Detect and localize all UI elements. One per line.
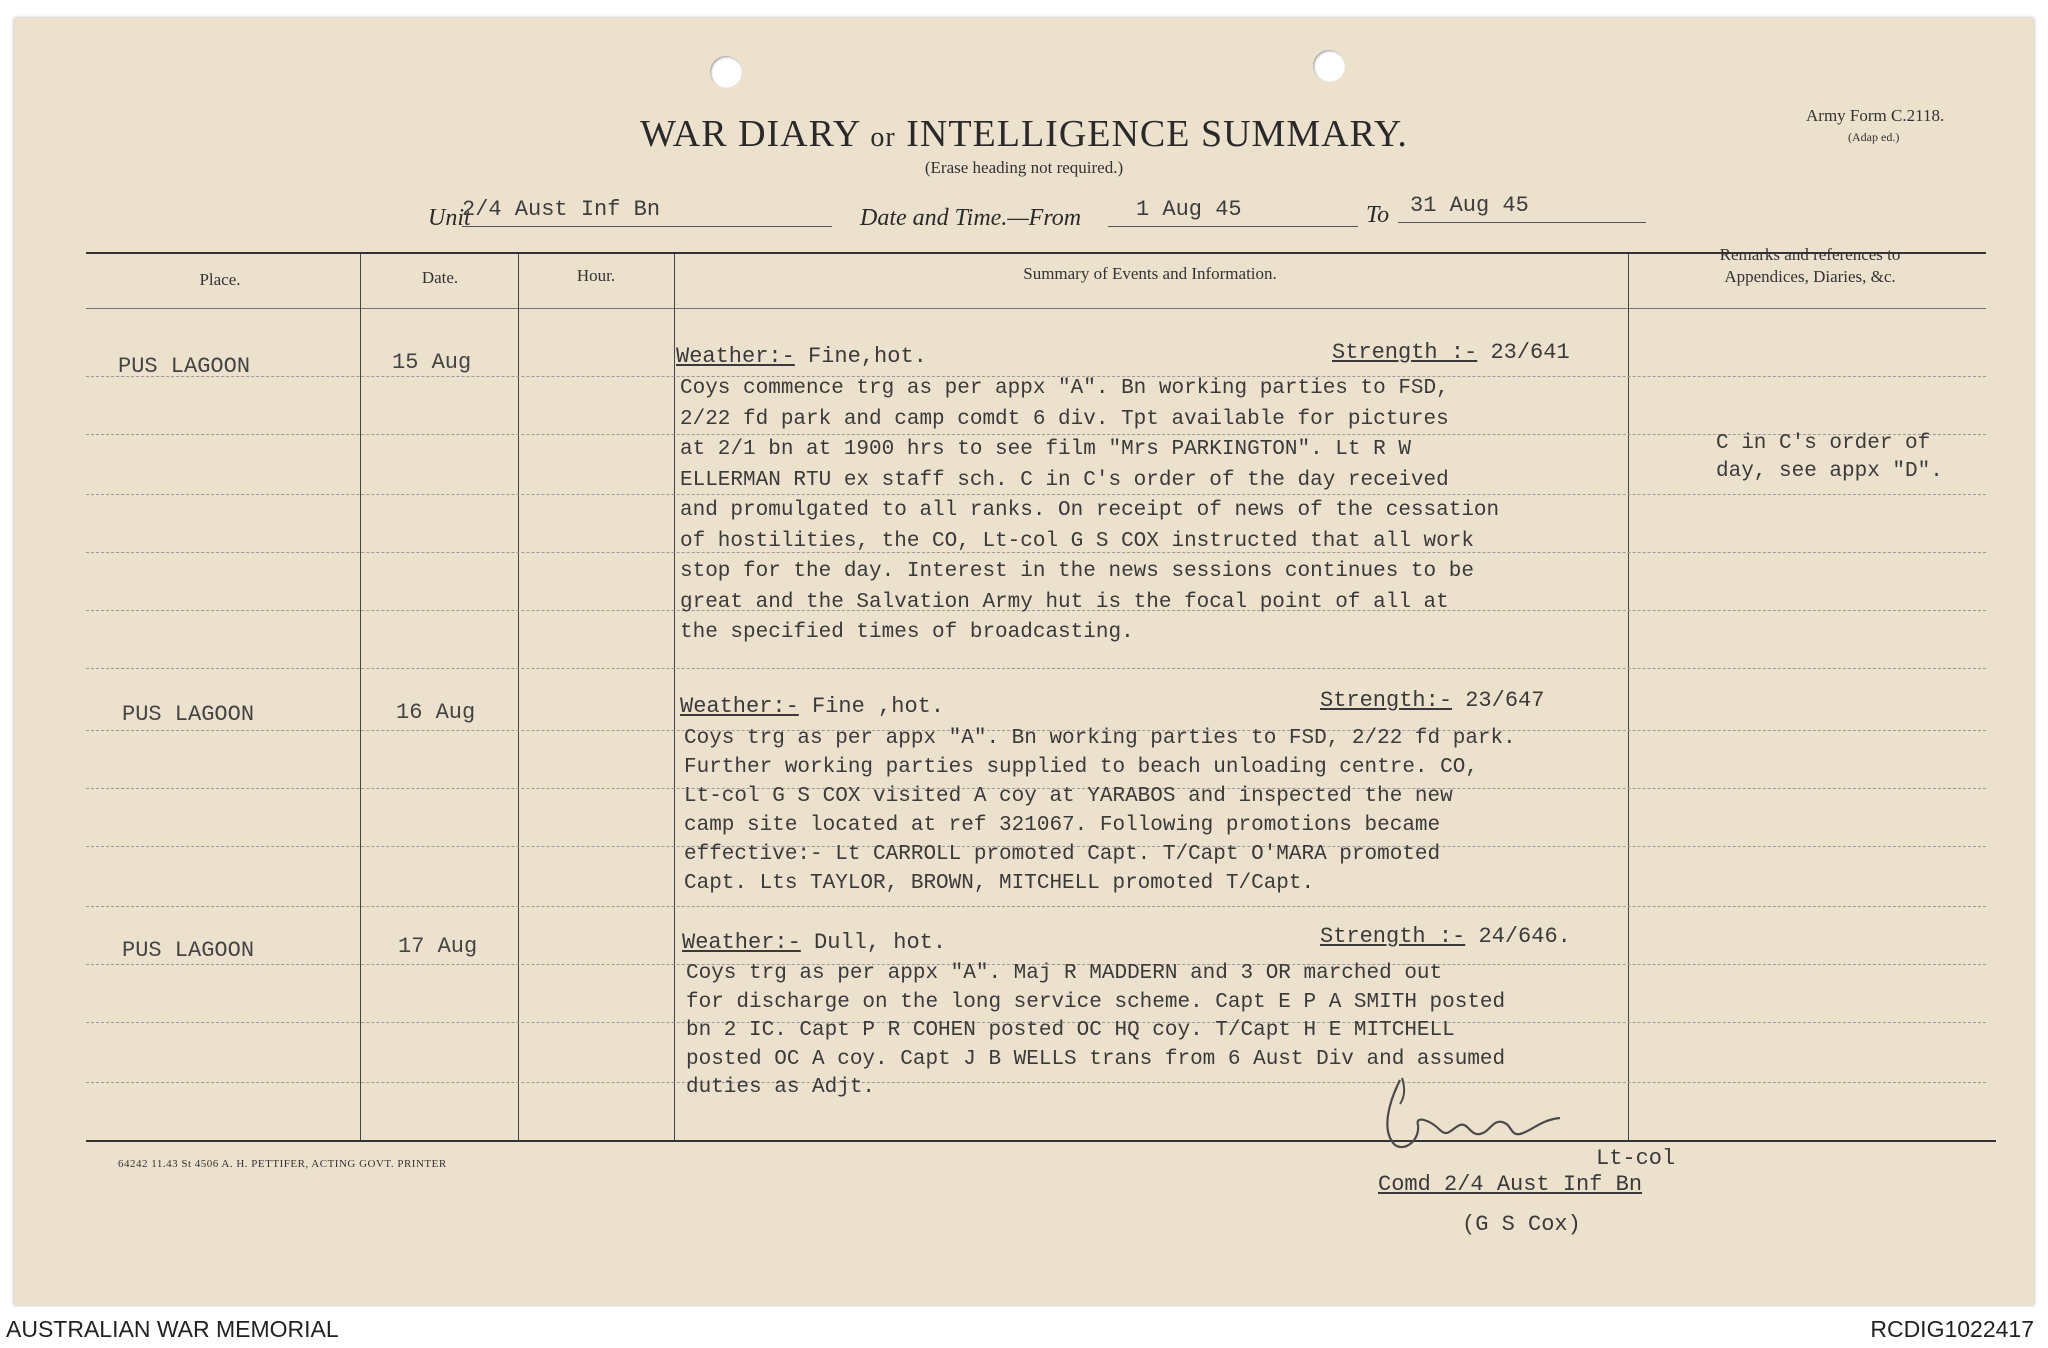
entry-weather [682,930,946,955]
entry-place: PUS LAGOON [122,938,255,963]
date-time-label: Date and Time.—From [860,205,1082,231]
column-header-hour: Hour. [576,266,616,285]
unit-label: Unit [428,205,471,231]
column-divider-date [518,254,519,1140]
unit-underline [462,226,832,227]
strength-value: 23/647 [1465,688,1545,713]
entry-strength [1332,340,1570,365]
entry-date: 17 Aug [398,934,478,959]
handwritten-signature [1360,1070,1600,1160]
entry-remarks: C in C's order of day, see appx "D". [1716,432,1943,483]
entry-summary: Coys trg as per appx "A". Maj R MADDERN and 3 OR marched out for discharge on the long service scheme. Capt E P A SMITH posted bn 2 IC. Capt P R COHEN posted OC HQ coy. T/Capt H E MITCHELL posted OC A coy. Capt J B WELLS trans from 6 Aust Div and assumed duties as Adjt. [686,962,1506,1099]
signature-name: (G S Cox) [1462,1212,1581,1237]
army-form-number: Army Form C.2118. [1806,106,1945,125]
printer-imprint: 64242 11.43 St 4506 A. H. PETTIFER, ACTING GOVT. PRINTER [118,1158,447,1170]
archive-id: RCDIG1022417 [1870,1316,2034,1342]
strength-label: Strength :- [1320,924,1466,949]
ruled-line [86,906,1986,907]
weather-value: Dull, hot. [814,930,947,955]
column-header-remarks: Remarks and references to Appendices, Diaries, &c. [1719,245,1901,286]
column-header-summary: Summary of Events and Information. [1023,264,1277,283]
punch-hole [1313,50,1345,82]
strength-value: 24/646. [1478,924,1571,949]
entry-weather [680,694,944,719]
date-to-label: To [1366,202,1390,228]
strength-label: Strength :- [1332,340,1478,365]
entry-weather [676,344,927,369]
weather-value: Fine,hot. [808,344,927,369]
page-subtitle: (Erase heading not required.) [924,158,1124,177]
page-title: WAR DIARY or INTELLIGENCE SUMMARY. [640,113,1408,155]
punch-hole [710,56,742,88]
entry-date: 15 Aug [392,350,472,375]
weather-label: Weather:- [680,694,799,719]
strength-value: 23/641 [1490,340,1570,365]
date-from-value: 1 Aug 45 [1136,197,1242,222]
column-divider-summary [1628,254,1629,1140]
entry-date: 16 Aug [396,700,476,725]
table-header-border [86,308,1986,309]
date-to-underline [1398,222,1646,223]
date-to-value: 31 Aug 45 [1410,193,1529,218]
column-divider-hour [674,254,675,1140]
date-from-underline [1108,226,1358,227]
entry-summary: Coys commence trg as per appx "A". Bn working parties to FSD, 2/22 fd park and camp comdt 6 div. Tpt available for pictures at 2/1 bn at 1900 hrs to see film "Mrs PARKINGTON". Lt R W ELLERMAN RTU ex staff sch. C in C's order of the day received and promulgated to all ranks. On receipt of news of the cessation of hostilities, the CO, Lt-col G S COX instructed that all work stop for the day. Interest in the news sessions continues to be great and the Salvation Army hut is the focal point of all at the specified times of broadcasting. [680,377,1500,644]
ruled-line [86,668,1986,669]
column-divider-place [360,254,361,1140]
entry-strength [1320,924,1571,949]
unit-value: 2/4 Aust Inf Bn [462,197,661,222]
column-header-date: Date. [421,268,459,287]
weather-value: Fine ,hot. [812,694,945,719]
army-form-adapted: (Adap ed.) [1848,130,1900,144]
signature-rank: Lt-col [1596,1146,1676,1171]
strength-label: Strength:- [1320,688,1453,713]
weather-label: Weather:- [676,344,795,369]
table-bottom-border [86,1140,1996,1142]
weather-label: Weather:- [682,930,801,955]
archive-credit: AUSTRALIAN WAR MEMORIAL [6,1316,339,1342]
entry-place: PUS LAGOON [118,354,251,379]
signature-appointment: Comd 2/4 Aust Inf Bn [1378,1172,1643,1197]
entry-strength [1320,688,1544,713]
column-header-place: Place. [199,270,241,289]
entry-place: PUS LAGOON [122,702,255,727]
entry-summary: Coys trg as per appx "A". Bn working parties to FSD, 2/22 fd park. Further working parties supplied to beach unloading centre. CO, Lt-col G S COX visited A coy at YARABOS and inspected the new camp site located at ref 321067. Following promotions became effective:- Lt CARROLL promoted Capt. T/Capt O'MARA promoted Capt. Lts TAYLOR, BROWN, MITCHELL promoted T/Capt. [684,727,1516,895]
